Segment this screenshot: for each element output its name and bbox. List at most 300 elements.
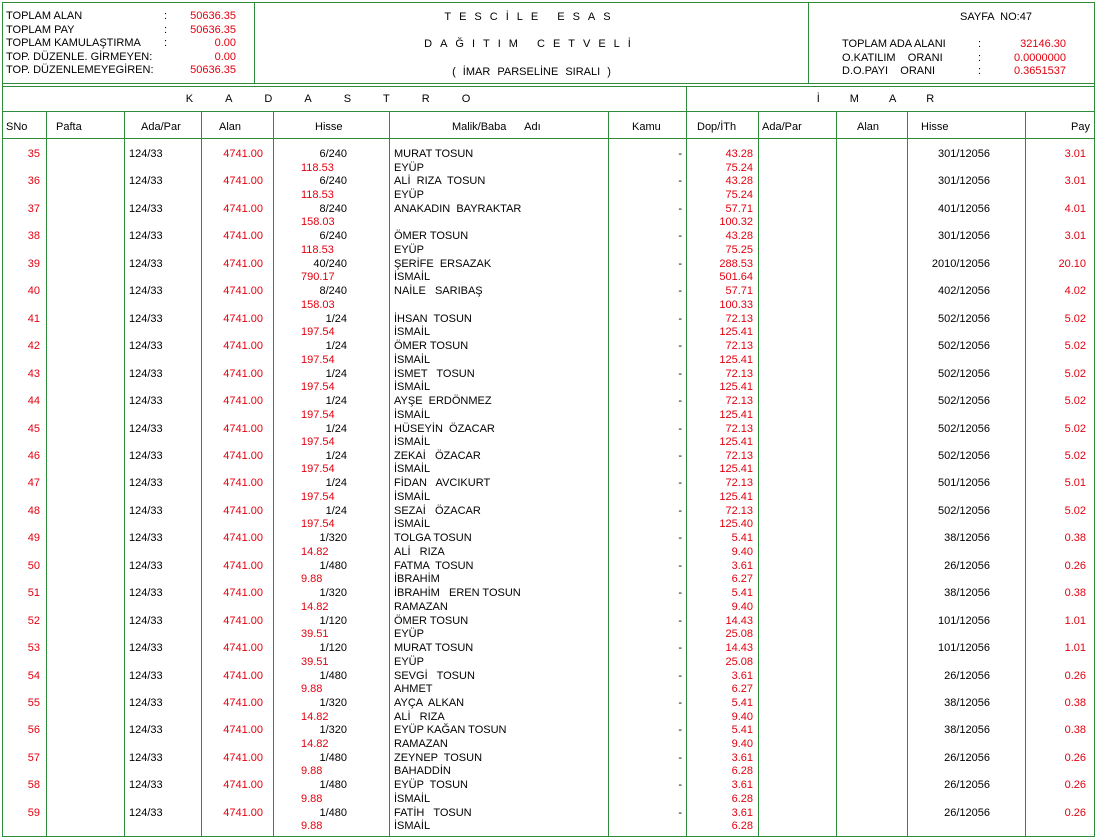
cell-imar-hisse: 38/12056 xyxy=(944,697,990,709)
col-divider-pafta xyxy=(46,111,47,837)
cell-pay: 5.02 xyxy=(1064,367,1086,380)
col-divider-kamu xyxy=(608,111,609,837)
cell-dop: 5.41 xyxy=(731,587,753,600)
col-header-alan: Alan xyxy=(219,121,242,133)
cell-baba: ALİ RIZA xyxy=(394,545,445,558)
cell-sno: 58 xyxy=(27,779,40,792)
table-bottom-line xyxy=(2,836,1095,837)
cell-hisse: 1/24 xyxy=(325,367,347,380)
cell-kamu: - xyxy=(678,751,682,764)
cell-imar-hisse: 301/12056 xyxy=(938,175,990,188)
cell-imar-hisse: 401/12056 xyxy=(938,202,990,215)
cell-baba: İSMAİL xyxy=(394,326,431,339)
cell-hisse-alan: 9.88 xyxy=(301,792,323,805)
cell-kamu: - xyxy=(678,587,682,600)
col-divider-alan xyxy=(201,111,202,837)
summary-right-row xyxy=(842,52,1066,66)
cell-kamu: - xyxy=(678,669,682,682)
cell-malik: SEVGİ TOSUN xyxy=(394,669,475,682)
cell-baba: İSMAİL xyxy=(394,381,431,394)
summary-label: D.O.PAYI ORANI xyxy=(842,65,936,77)
cell-ith: 125.41 xyxy=(719,436,753,448)
cell-pay: 1.01 xyxy=(1064,642,1086,655)
cell-ith: 100.33 xyxy=(719,298,753,311)
cell-malik: AYÇA ALKAN xyxy=(394,697,465,709)
cell-adapar: 124/33 xyxy=(129,148,163,160)
cell-imar-hisse: 301/12056 xyxy=(938,230,990,243)
col-header-imar-hisse: Hisse xyxy=(921,121,949,133)
cell-hisse-alan: 39.51 xyxy=(301,628,329,641)
cell-hisse-alan: 197.54 xyxy=(301,490,335,503)
cell-ith: 9.40 xyxy=(731,545,753,558)
cell-baba: İSMAİL xyxy=(394,820,431,833)
title-line-3: ( İMAR PARSELİNE SIRALI ) xyxy=(452,66,611,78)
summary-label: TOPLAM ADA ALANI xyxy=(842,38,946,50)
cell-sno: 57 xyxy=(27,751,40,764)
cell-ith: 125.40 xyxy=(719,518,753,531)
cell-hisse-alan: 14.82 xyxy=(301,545,329,558)
cell-kamu: - xyxy=(678,312,682,325)
cell-malik: HÜSEYİN ÖZACAR xyxy=(394,422,495,435)
cell-malik: ANAKADIN BAYRAKTAR xyxy=(394,202,522,215)
cell-kamu: - xyxy=(678,285,682,298)
cell-malik: İSMET TOSUN xyxy=(394,367,475,380)
summary-right-row xyxy=(842,38,1066,52)
cell-ith: 125.41 xyxy=(719,353,753,366)
cell-alan: 4741.00 xyxy=(223,312,263,325)
cell-adapar: 124/33 xyxy=(129,230,163,243)
cell-kamu: - xyxy=(678,148,682,160)
cell-alan: 4741.00 xyxy=(223,779,263,792)
cell-adapar: 124/33 xyxy=(129,587,163,600)
cell-malik: MURAT TOSUN xyxy=(394,642,474,655)
cell-malik: NAİLE SARIBAŞ xyxy=(394,285,483,298)
cell-imar-hisse: 26/12056 xyxy=(944,669,990,682)
cell-baba: EYÜP xyxy=(394,188,424,201)
cell-alan: 4741.00 xyxy=(223,751,263,764)
cell-alan: 4741.00 xyxy=(223,642,263,655)
cell-pay: 0.38 xyxy=(1064,532,1086,545)
cell-hisse: 1/24 xyxy=(325,504,347,517)
cell-baba: EYÜP xyxy=(394,161,424,174)
cell-alan: 4741.00 xyxy=(223,504,263,517)
cell-sno: 49 xyxy=(27,532,40,545)
cell-imar-hisse: 301/12056 xyxy=(938,148,990,160)
col-header-kamu: Kamu xyxy=(632,121,661,133)
cell-malik: FATMA TOSUN xyxy=(394,559,474,572)
col-header-malik: Malik/Baba Adı xyxy=(452,121,541,133)
cell-hisse: 1/320 xyxy=(319,697,347,709)
cell-sno: 56 xyxy=(27,724,40,737)
cell-hisse-alan: 197.54 xyxy=(301,381,335,394)
col-divider-imar-hisse xyxy=(907,111,908,837)
cell-ith: 75.24 xyxy=(725,161,753,174)
cell-hisse-alan: 39.51 xyxy=(301,655,329,668)
cell-imar-hisse: 402/12056 xyxy=(938,285,990,298)
cell-imar-hisse: 101/12056 xyxy=(938,614,990,627)
cell-alan: 4741.00 xyxy=(223,202,263,215)
summary-value: 50636.35 xyxy=(190,64,236,76)
cell-alan: 4741.00 xyxy=(223,724,263,737)
col-header-dop: Dop/İTh xyxy=(697,121,737,133)
cell-imar-hisse: 501/12056 xyxy=(938,477,990,490)
cell-hisse-alan: 118.53 xyxy=(301,188,334,201)
cell-imar-hisse: 101/12056 xyxy=(938,642,990,655)
cell-malik: EYÜP KAĞAN TOSUN xyxy=(394,724,507,737)
cell-pay: 0.26 xyxy=(1064,779,1086,792)
cell-pay: 0.26 xyxy=(1064,806,1086,819)
cell-imar-hisse: 26/12056 xyxy=(944,806,990,819)
cell-baba: ALİ RIZA xyxy=(394,710,445,723)
summary-label: TOPLAM ALAN xyxy=(6,10,83,22)
cell-hisse: 8/240 xyxy=(319,285,347,298)
cell-pay: 0.38 xyxy=(1064,587,1086,600)
cell-ith: 125.41 xyxy=(719,381,753,394)
cell-ith: 6.27 xyxy=(731,573,753,586)
cell-pay: 1.01 xyxy=(1064,614,1086,627)
cell-hisse: 1/120 xyxy=(319,614,347,627)
cell-ith: 25.08 xyxy=(725,628,753,641)
cell-hisse: 1/24 xyxy=(325,477,347,490)
cell-dop: 43.28 xyxy=(725,175,753,188)
cell-dop: 72.13 xyxy=(725,340,753,353)
cell-adapar: 124/33 xyxy=(129,422,163,435)
summary-sep: : xyxy=(164,37,168,49)
cell-pay: 5.02 xyxy=(1064,449,1086,462)
cell-baba: EYÜP xyxy=(394,655,424,668)
cell-kamu: - xyxy=(678,175,682,188)
cell-dop: 72.13 xyxy=(725,477,753,490)
cell-kamu: - xyxy=(678,642,682,655)
cell-hisse-alan: 158.03 xyxy=(301,216,335,229)
cell-adapar: 124/33 xyxy=(129,669,163,682)
col-divider-hisse xyxy=(273,111,274,837)
cell-dop: 3.61 xyxy=(731,806,753,819)
cell-alan: 4741.00 xyxy=(223,559,263,572)
cell-baba: İSMAİL xyxy=(394,408,431,421)
summary-label: TOP. DÜZENLEMEYEGİREN: xyxy=(6,64,154,76)
cell-adapar: 124/33 xyxy=(129,340,163,353)
col-header-imar-alan: Alan xyxy=(857,121,880,133)
cell-kamu: - xyxy=(678,477,682,490)
cell-alan: 4741.00 xyxy=(223,587,263,600)
cell-hisse: 1/480 xyxy=(319,779,347,792)
cell-pay: 3.01 xyxy=(1064,175,1086,188)
cell-adapar: 124/33 xyxy=(129,257,163,270)
cell-sno: 52 xyxy=(27,614,40,627)
cell-baba: İSMAİL xyxy=(394,792,431,805)
cell-sno: 48 xyxy=(27,504,40,517)
cell-dop: 3.61 xyxy=(731,779,753,792)
cell-kamu: - xyxy=(678,422,682,435)
cell-hisse: 1/480 xyxy=(319,751,347,764)
cell-kamu: - xyxy=(678,367,682,380)
cell-kamu: - xyxy=(678,559,682,572)
cell-dop: 72.13 xyxy=(725,504,753,517)
cell-adapar: 124/33 xyxy=(129,559,163,572)
cell-ith: 75.24 xyxy=(725,188,753,201)
cell-alan: 4741.00 xyxy=(223,449,263,462)
cell-imar-hisse: 38/12056 xyxy=(944,587,990,600)
cell-kamu: - xyxy=(678,614,682,627)
summary-value: 32146.30 xyxy=(1020,38,1066,50)
cell-baba: RAMAZAN xyxy=(394,600,448,613)
cell-adapar: 124/33 xyxy=(129,779,163,792)
cell-dop: 3.61 xyxy=(731,559,753,572)
cell-pay: 4.02 xyxy=(1064,285,1086,298)
cell-alan: 4741.00 xyxy=(223,422,263,435)
cell-alan: 4741.00 xyxy=(223,230,263,243)
cell-pay: 0.26 xyxy=(1064,669,1086,682)
cell-pay: 5.02 xyxy=(1064,504,1086,517)
summary-label: TOPLAM PAY xyxy=(6,23,75,36)
col-header-adapar: Ada/Par xyxy=(141,121,181,133)
cell-baba: İSMAİL xyxy=(394,490,431,503)
col-divider-imar-alan xyxy=(836,111,837,837)
col-header-sno: SNo xyxy=(6,121,28,133)
cell-sno: 50 xyxy=(27,559,40,572)
cell-sno: 43 xyxy=(27,367,40,380)
cell-ith: 125.41 xyxy=(719,408,753,421)
cell-adapar: 124/33 xyxy=(129,202,163,215)
cell-kamu: - xyxy=(678,532,682,545)
cell-adapar: 124/33 xyxy=(129,724,163,737)
page-number: SAYFA NO:47 xyxy=(960,11,1032,23)
cell-malik: İHSAN TOSUN xyxy=(394,312,472,325)
cell-hisse: 1/320 xyxy=(319,532,347,545)
cell-hisse: 1/480 xyxy=(319,669,347,682)
cell-malik: İBRAHİM EREN TOSUN xyxy=(394,587,521,600)
cell-imar-hisse: 26/12056 xyxy=(944,751,990,764)
cell-dop: 43.28 xyxy=(725,230,753,243)
cell-adapar: 124/33 xyxy=(129,697,163,709)
title-line-2: DAĞITIM CETVELİ xyxy=(424,38,639,50)
cell-hisse-alan: 14.82 xyxy=(301,710,329,723)
cell-kamu: - xyxy=(678,806,682,819)
cell-baba: İSMAİL xyxy=(394,353,431,366)
cell-pay: 0.26 xyxy=(1064,751,1086,764)
cell-malik: AYŞE ERDÖNMEZ xyxy=(394,395,492,408)
cell-dop: 5.41 xyxy=(731,724,753,737)
cell-sno: 51 xyxy=(27,587,40,600)
cell-alan: 4741.00 xyxy=(223,395,263,408)
cell-imar-hisse: 26/12056 xyxy=(944,559,990,572)
cell-pay: 0.26 xyxy=(1064,559,1086,572)
cell-hisse: 1/320 xyxy=(319,587,347,600)
frame-top-line xyxy=(2,2,1095,3)
cell-sno: 41 xyxy=(27,312,40,325)
summary-sep: : xyxy=(164,10,168,22)
cell-adapar: 124/33 xyxy=(129,614,163,627)
cell-pay: 5.02 xyxy=(1064,422,1086,435)
cell-baba: AHMET xyxy=(394,683,433,696)
cell-ith: 25.08 xyxy=(725,655,753,668)
cell-hisse: 1/320 xyxy=(319,724,347,737)
cell-ith: 125.41 xyxy=(719,463,753,476)
cell-baba: RAMAZAN xyxy=(394,737,448,750)
cell-hisse-alan: 118.53 xyxy=(301,161,334,174)
cell-malik: ÖMER TOSUN xyxy=(394,340,469,353)
cell-pay: 0.38 xyxy=(1064,697,1086,709)
cell-baba: BAHADDİN xyxy=(394,765,451,778)
cell-sno: 53 xyxy=(27,642,40,655)
cell-hisse-alan: 197.54 xyxy=(301,518,335,531)
cell-dop: 3.61 xyxy=(731,669,753,682)
cell-hisse: 1/24 xyxy=(325,422,347,435)
cell-adapar: 124/33 xyxy=(129,477,163,490)
cell-malik: ÖMER TOSUN xyxy=(394,614,469,627)
cell-sno: 39 xyxy=(27,257,40,270)
cell-hisse: 1/24 xyxy=(325,312,347,325)
summary-sep: : xyxy=(164,23,168,36)
cell-pay: 0.38 xyxy=(1064,724,1086,737)
cell-malik: SEZAİ ÖZACAR xyxy=(394,504,481,517)
cell-hisse-alan: 9.88 xyxy=(301,765,323,778)
cell-imar-hisse: 502/12056 xyxy=(938,312,990,325)
cell-dop: 43.28 xyxy=(725,148,753,160)
summary-left xyxy=(6,10,236,78)
cell-sno: 47 xyxy=(27,477,40,490)
cell-dop: 288.53 xyxy=(719,257,753,270)
cell-ith: 9.40 xyxy=(731,600,753,613)
col-header-pafta: Pafta xyxy=(56,121,82,133)
summary-value: 50636.35 xyxy=(190,23,236,36)
summary-left-row xyxy=(6,51,236,65)
cell-hisse: 1/120 xyxy=(319,642,347,655)
cell-kamu: - xyxy=(678,202,682,215)
cell-baba: EYÜP xyxy=(394,628,424,641)
cell-hisse: 1/24 xyxy=(325,340,347,353)
cell-baba: İSMAİL xyxy=(394,436,431,448)
cell-ith: 75.25 xyxy=(725,243,753,256)
cell-sno: 59 xyxy=(27,806,40,819)
title-line-1: TESCİLE ESAS xyxy=(444,11,619,23)
cell-alan: 4741.00 xyxy=(223,669,263,682)
cell-malik: ÖMER TOSUN xyxy=(394,230,469,243)
summary-label: TOP. DÜZENLE. GİRMEYEN: xyxy=(6,50,153,63)
cell-dop: 72.13 xyxy=(725,312,753,325)
summary-value: 0.0000000 xyxy=(1014,51,1066,64)
cell-sno: 38 xyxy=(27,230,40,243)
cell-adapar: 124/33 xyxy=(129,532,163,545)
cell-hisse-alan: 197.54 xyxy=(301,326,335,339)
header-divider-right xyxy=(808,2,809,84)
section-top-line xyxy=(2,86,1095,87)
cell-baba: İSMAİL xyxy=(394,518,431,531)
cell-alan: 4741.00 xyxy=(223,614,263,627)
summary-right xyxy=(842,38,1066,79)
cell-kamu: - xyxy=(678,779,682,792)
section-imar: İMAR xyxy=(816,93,965,105)
cell-adapar: 124/33 xyxy=(129,312,163,325)
section-divider xyxy=(686,86,687,837)
cell-sno: 44 xyxy=(27,395,40,408)
cell-adapar: 124/33 xyxy=(129,449,163,462)
cell-hisse-alan: 14.82 xyxy=(301,737,329,750)
cell-alan: 4741.00 xyxy=(223,367,263,380)
cell-pay: 5.02 xyxy=(1064,395,1086,408)
cell-hisse-alan: 197.54 xyxy=(301,463,335,476)
cell-pay: 3.01 xyxy=(1064,230,1086,243)
cell-alan: 4741.00 xyxy=(223,148,263,160)
cell-dop: 72.13 xyxy=(725,422,753,435)
summary-value: 0.3651537 xyxy=(1014,65,1066,77)
cell-adapar: 124/33 xyxy=(129,367,163,380)
cell-sno: 36 xyxy=(27,175,40,188)
cell-pay: 5.01 xyxy=(1064,477,1086,490)
summary-left-row xyxy=(6,37,236,51)
cell-sno: 54 xyxy=(27,669,40,682)
summary-left-row xyxy=(6,24,236,38)
cell-alan: 4741.00 xyxy=(223,806,263,819)
summary-left-row xyxy=(6,64,236,78)
summary-sep: : xyxy=(978,38,982,50)
summary-sep: : xyxy=(978,65,982,77)
cell-hisse-alan: 197.54 xyxy=(301,436,335,448)
section-kadastro: KADASTRO xyxy=(185,93,503,105)
cell-hisse-alan: 9.88 xyxy=(301,573,323,586)
cell-malik: FATİH TOSUN xyxy=(394,806,472,819)
cell-hisse-alan: 9.88 xyxy=(301,820,323,833)
cell-adapar: 124/33 xyxy=(129,751,163,764)
cell-pay: 5.02 xyxy=(1064,312,1086,325)
cell-imar-hisse: 38/12056 xyxy=(944,724,990,737)
cell-hisse: 1/24 xyxy=(325,449,347,462)
cell-hisse-alan: 14.82 xyxy=(301,600,329,613)
cell-sno: 37 xyxy=(27,202,40,215)
cell-dop: 14.43 xyxy=(725,614,753,627)
summary-sep: : xyxy=(978,51,982,64)
cell-hisse: 6/240 xyxy=(319,175,347,188)
cell-imar-hisse: 502/12056 xyxy=(938,367,990,380)
cell-hisse-alan: 118.53 xyxy=(301,243,334,256)
cell-sno: 45 xyxy=(27,422,40,435)
cell-imar-hisse: 502/12056 xyxy=(938,395,990,408)
cell-ith: 6.28 xyxy=(731,792,753,805)
cell-dop: 57.71 xyxy=(725,202,753,215)
col-divider-imar-adapar xyxy=(758,111,759,837)
cell-alan: 4741.00 xyxy=(223,340,263,353)
cell-sno: 42 xyxy=(27,340,40,353)
cell-dop: 72.13 xyxy=(725,395,753,408)
cell-imar-hisse: 26/12056 xyxy=(944,779,990,792)
col-divider-malik xyxy=(389,111,390,837)
cell-baba: İBRAHİM xyxy=(394,573,440,586)
cell-malik: FİDAN AVCIKURT xyxy=(394,477,491,490)
cell-baba: İSMAİL xyxy=(394,271,431,284)
cell-dop: 5.41 xyxy=(731,532,753,545)
cell-dop: 72.13 xyxy=(725,367,753,380)
cell-kamu: - xyxy=(678,724,682,737)
cell-pay: 4.01 xyxy=(1064,202,1086,215)
cell-dop: 57.71 xyxy=(725,285,753,298)
cell-kamu: - xyxy=(678,257,682,270)
cell-dop: 14.43 xyxy=(725,642,753,655)
cell-ith: 6.28 xyxy=(731,765,753,778)
section-bottom-line xyxy=(2,111,1095,112)
summary-label: O.KATILIM ORANI xyxy=(842,51,943,64)
cell-kamu: - xyxy=(678,395,682,408)
cell-ith: 9.40 xyxy=(731,710,753,723)
cell-sno: 40 xyxy=(27,285,40,298)
cell-malik: MURAT TOSUN xyxy=(394,148,474,160)
summary-label: TOPLAM KAMULAŞTIRMA xyxy=(6,37,141,49)
summary-left-row xyxy=(6,10,236,24)
cell-malik: ZEYNEP TOSUN xyxy=(394,751,483,764)
cell-dop: 5.41 xyxy=(731,697,753,709)
cell-hisse: 6/240 xyxy=(319,230,347,243)
cell-hisse-alan: 197.54 xyxy=(301,408,335,421)
